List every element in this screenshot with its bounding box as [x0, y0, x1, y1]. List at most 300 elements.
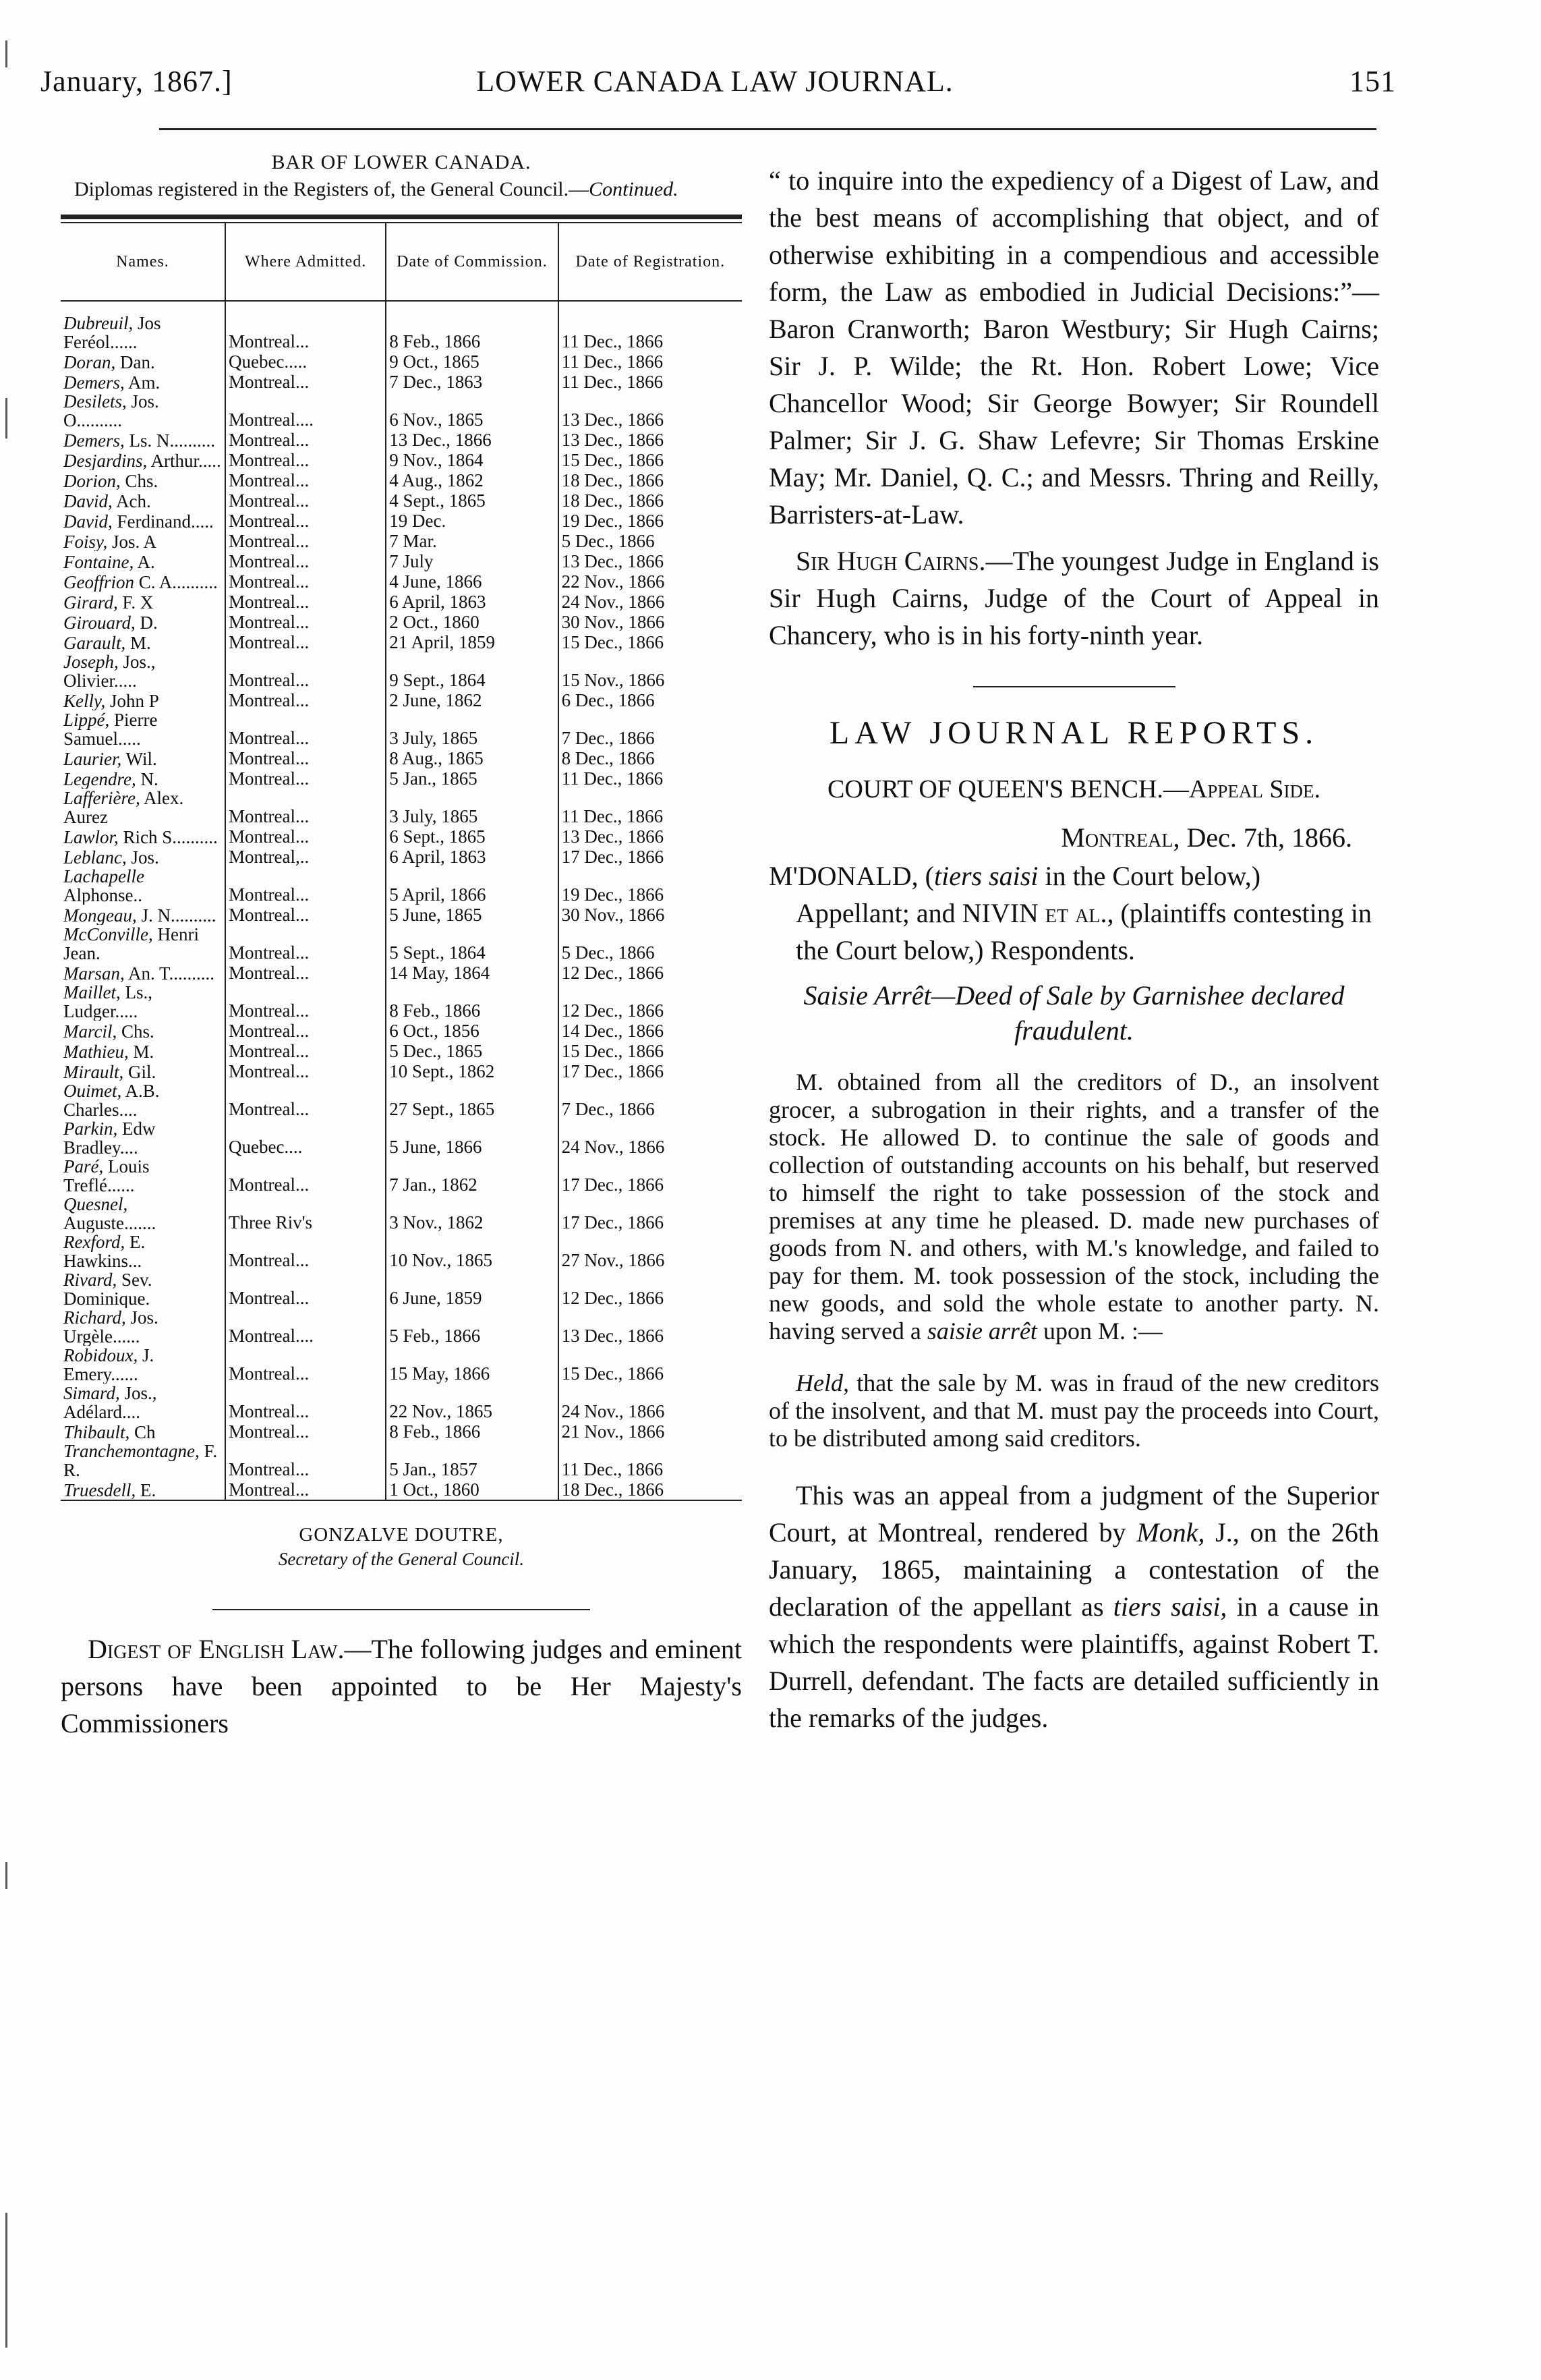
held-paragraph: [769, 1369, 1379, 1452]
surname: Truesdell,: [63, 1480, 136, 1500]
table-row: [61, 490, 742, 511]
surname: Dubreuil,: [63, 313, 134, 333]
respondent-description: , (plaintiffs contesting in the Court below,) Respondents.: [796, 898, 1372, 965]
surname: Foisy,: [63, 532, 108, 551]
cell-registration: 15 Dec., 1866: [561, 1041, 664, 1061]
given-name: Am.: [128, 372, 161, 392]
cell-registration: 17 Dec., 1866: [561, 1212, 664, 1232]
cell-name: [61, 690, 225, 710]
cell-name: [61, 301, 225, 351]
cell-registration: 11 Dec., 1866: [561, 1459, 664, 1479]
surname: Mathieu,: [63, 1042, 129, 1061]
cell-where: Montreal...: [225, 1157, 386, 1195]
given-name: M.: [133, 1042, 154, 1061]
cell-registration: 5 Dec., 1866: [561, 531, 655, 551]
court-name: COURT OF QUEEN'S BENCH.—: [827, 775, 1189, 803]
cell-name: [61, 905, 225, 925]
given-name: Jos. A: [112, 532, 157, 551]
cell-where: Montreal....: [225, 392, 386, 430]
cell-commission: 5 June, 1866: [386, 1119, 558, 1157]
given-name: Arthur.....: [150, 451, 221, 470]
cell-registration: 13 Dec., 1866: [561, 826, 664, 847]
given-name: Jos., Olivier.....: [63, 652, 156, 690]
surname: Girard,: [63, 592, 118, 612]
cell-where: Montreal...: [225, 1021, 386, 1041]
cell-commission: 5 Jan., 1857: [386, 1442, 558, 1479]
table-row: [61, 632, 742, 652]
cell-registration: 11 Dec., 1866: [561, 351, 664, 372]
table-row: [61, 1081, 742, 1119]
cairns-heading: Sir Hugh Cairns.: [796, 546, 986, 576]
cell-where: Montreal...: [225, 789, 386, 826]
cell-where: Montreal...: [225, 571, 386, 592]
surname: Desjardins,: [63, 451, 148, 470]
table-row: [61, 983, 742, 1021]
given-name: Auguste.......: [63, 1213, 156, 1232]
margin-mark: [5, 2213, 7, 2348]
cell-commission: 6 Sept., 1865: [386, 826, 558, 847]
table-row: [61, 612, 742, 632]
cell-registration: 13 Dec., 1866: [561, 430, 664, 450]
cell-where: Montreal...: [225, 592, 386, 612]
cell-where: Montreal...: [225, 612, 386, 632]
cell-registration: 18 Dec., 1866: [561, 470, 664, 490]
given-name: Rich S..........: [123, 827, 218, 847]
register-header-row: [61, 223, 742, 301]
cell-commission: 1 Oct., 1860: [386, 1479, 558, 1500]
table-row: [61, 826, 742, 847]
given-name: Henri Jean.: [63, 925, 199, 963]
cell-name: [61, 1346, 225, 1384]
given-name: Wil.: [125, 749, 157, 768]
given-name: An. T..........: [128, 963, 215, 983]
case-place: Montreal,: [1061, 822, 1180, 853]
table-row: [61, 571, 742, 592]
signature-title: Secretary of the General Council.: [278, 1549, 525, 1569]
table-row: [61, 1308, 742, 1346]
cell-commission: 7 July: [386, 551, 558, 571]
cell-name: [61, 1232, 225, 1270]
cell-name: [61, 372, 225, 392]
cell-commission: 19 Dec.: [386, 511, 558, 531]
cell-commission: 3 July, 1865: [386, 789, 558, 826]
table-row: [61, 710, 742, 748]
cell-where: Montreal...: [225, 301, 386, 351]
cell-name: [61, 1041, 225, 1061]
headnote-text: M. obtained from all the creditors of D., an insolvent grocer, a subrogation in their rights, and a transfer of the stock. He allowed D. to continue the sale of goods and collection of outstanding accounts on his behalf, but reserved to himself the right to take possession of the stock and premises at any time he pleased. D. made new purchases of goods from N. and others, with M.'s knowledge, and failed to pay for them. M. took possession of the stock, including the new goods, and sold the whole estate to another party. N. having served a saisie arrêt upon M. :—: [769, 1069, 1379, 1344]
surname: Lawlor,: [63, 827, 119, 847]
table-row: [61, 847, 742, 867]
table-row: [61, 768, 742, 789]
table-row: [61, 1157, 742, 1195]
given-name: Chs.: [125, 471, 158, 490]
register-body: [61, 301, 742, 1500]
surname: Rexford,: [63, 1232, 125, 1252]
cell-registration: 5 Dec., 1866: [561, 942, 655, 963]
cell-commission: 15 May, 1866: [386, 1346, 558, 1384]
cell-where: Montreal....: [225, 1308, 386, 1346]
surname: Lafferière,: [63, 789, 140, 808]
column-header-commission: Date of Commission.: [386, 223, 558, 301]
cell-registration: 12 Dec., 1866: [561, 1000, 664, 1021]
given-name: Alex. Aurez: [63, 789, 184, 826]
surname: Girouard,: [63, 613, 136, 632]
cell-where: Quebec.....: [225, 351, 386, 372]
surname: Thibault,: [63, 1422, 130, 1442]
cell-commission: 2 June, 1862: [386, 690, 558, 710]
cell-registration: 19 Dec., 1866: [561, 511, 664, 531]
table-row: [61, 450, 742, 470]
given-name: Chs.: [121, 1021, 154, 1041]
header-rule: [159, 128, 1376, 130]
given-name: F. R.: [63, 1442, 218, 1479]
given-name: Sev. Dominique.: [63, 1270, 152, 1308]
cell-name: [61, 1061, 225, 1081]
given-name: J. N..........: [141, 905, 216, 925]
cell-commission: 8 Feb., 1866: [386, 983, 558, 1021]
table-row: [61, 1119, 742, 1157]
given-name: A.: [137, 552, 155, 571]
cell-name: [61, 1021, 225, 1041]
given-name: Jos. Urgèle......: [63, 1308, 158, 1346]
given-name: M.: [130, 633, 151, 652]
cell-registration: 30 Nov., 1866: [561, 905, 665, 925]
cell-commission: 4 Sept., 1865: [386, 490, 558, 511]
surname: Parkin,: [63, 1119, 118, 1139]
case-date: Dec. 7th, 1866.: [1186, 822, 1352, 853]
cell-commission: 8 Aug., 1865: [386, 748, 558, 768]
surname: Robidoux,: [63, 1346, 138, 1365]
surname: Paré,: [63, 1157, 104, 1177]
cell-registration: 17 Dec., 1866: [561, 1174, 664, 1195]
cell-name: [61, 1308, 225, 1346]
cell-where: Montreal...: [225, 983, 386, 1021]
digest-heading: Digest of English Law.: [88, 1634, 345, 1664]
cell-name: [61, 450, 225, 470]
cell-where: Montreal...: [225, 826, 386, 847]
cell-where: Montreal...: [225, 963, 386, 983]
given-name: C. A..........: [138, 572, 218, 592]
cell-name: [61, 592, 225, 612]
cell-registration: 15 Dec., 1866: [561, 1363, 664, 1384]
bar-subtitle: [74, 178, 742, 201]
cell-commission: 7 Mar.: [386, 531, 558, 551]
cell-commission: 6 April, 1863: [386, 592, 558, 612]
given-name: Gil.: [128, 1062, 156, 1081]
surname: Laurier,: [63, 749, 122, 768]
given-name: N.: [140, 769, 158, 789]
cell-commission: 7 Dec., 1863: [386, 372, 558, 392]
surname: Kelly,: [63, 691, 106, 710]
given-name: Pierre Samuel.....: [63, 710, 158, 748]
cell-registration: 19 Dec., 1866: [561, 884, 664, 905]
bar-title: BAR OF LOWER CANADA.: [271, 151, 531, 173]
cell-registration: 6 Dec., 1866: [561, 690, 655, 710]
cell-where: Montreal...: [225, 690, 386, 710]
cell-commission: 9 Oct., 1865: [386, 351, 558, 372]
cell-commission: 4 Aug., 1862: [386, 470, 558, 490]
table-row: [61, 1384, 742, 1421]
cell-registration: 22 Nov., 1866: [561, 571, 665, 592]
cell-commission: 10 Sept., 1862: [386, 1061, 558, 1081]
cell-where: Montreal...: [225, 1041, 386, 1061]
given-name: Ch: [134, 1422, 156, 1442]
body-judge: Monk,: [1136, 1517, 1205, 1548]
cell-commission: 14 May, 1864: [386, 963, 558, 983]
case-date-line: [769, 822, 1379, 853]
cell-where: Montreal...: [225, 531, 386, 551]
table-row: [61, 1346, 742, 1384]
table-row: [61, 592, 742, 612]
column-header-names: Names.: [61, 223, 225, 301]
given-name: Dan.: [120, 352, 155, 372]
table-row: [61, 1421, 742, 1442]
cell-where: Montreal...: [225, 1081, 386, 1119]
cell-where: Montreal...: [225, 430, 386, 450]
cell-registration: 11 Dec., 1866: [561, 372, 664, 392]
cell-commission: 27 Sept., 1865: [386, 1081, 558, 1119]
et-al: et al.: [1045, 898, 1107, 928]
given-name: Louis Treflé......: [63, 1157, 150, 1195]
cell-commission: 8 Feb., 1866: [386, 1421, 558, 1442]
cell-registration: 13 Dec., 1866: [561, 1326, 664, 1346]
cell-commission: 7 Jan., 1862: [386, 1157, 558, 1195]
cell-where: Three Riv's: [225, 1195, 386, 1232]
cell-name: [61, 847, 225, 867]
given-name: Jos Feréol......: [63, 313, 161, 351]
cell-commission: 6 Nov., 1865: [386, 392, 558, 430]
cell-name: [61, 710, 225, 748]
cell-commission: 5 Sept., 1864: [386, 925, 558, 963]
given-name: E.: [140, 1480, 156, 1500]
cell-where: Montreal...: [225, 748, 386, 768]
cell-name: [61, 351, 225, 372]
cell-name: [61, 430, 225, 450]
cell-registration: 8 Dec., 1866: [561, 748, 655, 768]
cell-name: [61, 392, 225, 430]
cell-name: [61, 789, 225, 826]
surname: Doran,: [63, 352, 116, 372]
section-rule: [973, 686, 1175, 687]
cell-where: Montreal...: [225, 1232, 386, 1270]
table-row: [61, 867, 742, 905]
surname: Mongeau,: [63, 905, 137, 925]
surname: Quesnel,: [63, 1195, 128, 1214]
surname: David,: [63, 491, 113, 511]
cell-where: Montreal,..: [225, 847, 386, 867]
cell-name: [61, 551, 225, 571]
appellant-description: (tiers saisi in the Court below,) Appellant; and: [796, 861, 1261, 928]
body-text-a: This was an appeal from a judgment of the Superior Court, at Montreal, rendered by: [769, 1480, 1379, 1548]
cell-where: Montreal...: [225, 632, 386, 652]
cell-commission: 10 Nov., 1865: [386, 1232, 558, 1270]
cell-registration: 18 Dec., 1866: [561, 490, 664, 511]
cell-name: [61, 983, 225, 1021]
cell-name: [61, 925, 225, 963]
given-name: Ls. N..........: [129, 430, 215, 450]
surname: Lachapelle: [63, 867, 144, 886]
surname: Mirault,: [63, 1062, 124, 1081]
given-name: D.: [140, 613, 158, 632]
surname: McConville,: [63, 925, 153, 944]
table-row: [61, 1479, 742, 1500]
surname: Demers,: [63, 430, 125, 450]
cell-where: Montreal...: [225, 372, 386, 392]
cell-where: Montreal...: [225, 1384, 386, 1421]
cell-name: [61, 612, 225, 632]
given-name: Jos. O..........: [63, 392, 159, 430]
cell-where: Montreal...: [225, 490, 386, 511]
cell-name: [61, 571, 225, 592]
cell-registration: 18 Dec., 1866: [561, 1479, 664, 1500]
case-parties: [769, 857, 1379, 969]
surname: Demers,: [63, 372, 125, 392]
surname: Dorion,: [63, 471, 121, 490]
table-row: [61, 1041, 742, 1061]
digest-paragraph: [61, 1631, 742, 1742]
cell-registration: 24 Nov., 1866: [561, 1137, 665, 1157]
cell-commission: 5 June, 1865: [386, 905, 558, 925]
section-rule: [212, 1609, 590, 1610]
cell-commission: 22 Nov., 1865: [386, 1384, 558, 1421]
given-name: Edw Bradley....: [63, 1119, 156, 1157]
table-row: [61, 430, 742, 450]
body-term: tiers saisi,: [1113, 1591, 1227, 1622]
cell-registration: 7 Dec., 1866: [561, 1099, 655, 1119]
surname: Geoffrion: [63, 572, 134, 592]
digest-text: —The following judges and eminent persons have been appointed to be Her Majesty's Commissioners: [61, 1634, 742, 1738]
cell-registration: 30 Nov., 1866: [561, 612, 665, 632]
surname: Legendre,: [63, 769, 136, 789]
register-table: [61, 223, 742, 1500]
cell-name: [61, 531, 225, 551]
cell-name: [61, 867, 225, 905]
table-row: [61, 690, 742, 710]
given-name: Ach.: [116, 491, 151, 511]
cell-registration: 11 Dec., 1866: [561, 768, 664, 789]
digest-continued: “ to inquire into the expediency of a Digest of Law, and the best means of accomplishing that object, and of otherwise exhibiting in a compendious and accessible form, the Law as embodied in Judicial Decisions:”—Baron Cranworth; Baron Westbury; Sir Hugh Cairns; Sir J. P. Wilde; the Rt. Hon. Robert Lowe; Vice Chancellor Wood; Sir George Bowyer; Sir Roundell Palmer; Sir J. G. Shaw Lefevre; Sir Thomas Erskine May; Mr. Daniel, Q. C.; and Messrs. Thring and Reilly, Barristers-at-Law.: [769, 165, 1379, 530]
cell-registration: 7 Dec., 1866: [561, 728, 655, 748]
cell-commission: 2 Oct., 1860: [386, 612, 558, 632]
cell-registration: 15 Dec., 1866: [561, 632, 664, 652]
given-name: Alphonse..: [63, 885, 142, 905]
cell-registration: 24 Nov., 1866: [561, 1401, 665, 1421]
given-name: A.B. Charles....: [63, 1081, 160, 1119]
table-row: [61, 652, 742, 690]
cell-commission: 3 Nov., 1862: [386, 1195, 558, 1232]
cell-commission: 9 Nov., 1864: [386, 450, 558, 470]
cell-name: [61, 1195, 225, 1232]
cell-where: Montreal...: [225, 1421, 386, 1442]
cell-registration: 13 Dec., 1866: [561, 409, 664, 430]
cell-registration: 15 Nov., 1866: [561, 670, 665, 690]
cell-where: Montreal...: [225, 1479, 386, 1500]
table-row: [61, 551, 742, 571]
cell-where: Montreal...: [225, 867, 386, 905]
cell-name: [61, 768, 225, 789]
cell-commission: 5 Jan., 1865: [386, 768, 558, 789]
cell-name: [61, 1157, 225, 1195]
right-column: [769, 162, 1379, 1763]
appellant-name: M'DONALD,: [769, 861, 919, 891]
bar-subtitle-main: Diplomas registered in the Registers of, the General Council.—: [74, 178, 589, 200]
court-heading: [769, 772, 1379, 807]
case-subject: Saisie Arrêt—Deed of Sale by Garnishee declared fraudulent.: [803, 980, 1345, 1046]
given-name: F. X: [122, 592, 154, 612]
cell-registration: 17 Dec., 1866: [561, 1061, 664, 1081]
surname: Rivard,: [63, 1270, 117, 1290]
surname: Maillet,: [63, 983, 121, 1002]
surname: Marsan,: [63, 963, 125, 983]
surname: Leblanc,: [63, 847, 127, 867]
cell-name: [61, 1421, 225, 1442]
cell-where: Montreal...: [225, 470, 386, 490]
given-name: Ls., Ludger.....: [63, 983, 152, 1021]
cell-name: [61, 1442, 225, 1479]
cell-name: [61, 826, 225, 847]
cell-where: Montreal...: [225, 511, 386, 531]
table-row: [61, 1195, 742, 1232]
table-row: [61, 372, 742, 392]
cell-where: Montreal...: [225, 652, 386, 690]
cell-registration: 21 Nov., 1866: [561, 1421, 665, 1442]
table-row: [61, 1021, 742, 1041]
cell-where: Montreal...: [225, 768, 386, 789]
body-text-c: in a cause in which the respondents were plaintiffs, against Robert T. Durrell, defendant. The facts are detailed sufficiently in the remarks of the judges.: [769, 1591, 1380, 1733]
surname: Garault,: [63, 633, 126, 652]
surname: Joseph,: [63, 652, 119, 672]
cell-registration: 12 Dec., 1866: [561, 963, 664, 983]
headnote-paragraph: [769, 1069, 1379, 1345]
surname: Tranchemontagne,: [63, 1442, 200, 1461]
surname: Desilets,: [63, 392, 127, 412]
cell-commission: 13 Dec., 1866: [386, 430, 558, 450]
table-row: [61, 351, 742, 372]
cell-name: [61, 1270, 225, 1308]
header-journal-title: LOWER CANADA LAW JOURNAL.: [476, 65, 954, 98]
cell-where: Montreal...: [225, 551, 386, 571]
table-row: [61, 925, 742, 963]
margin-mark: [5, 40, 7, 67]
held-word: Held,: [796, 1369, 849, 1396]
cell-commission: 8 Feb., 1866: [386, 301, 558, 351]
cell-name: [61, 748, 225, 768]
cell-commission: 5 April, 1866: [386, 867, 558, 905]
cairns-text: —The youngest Judge in England is Sir Hugh Cairns, Judge of the Court of Appeal in Chancery, who is in his forty-ninth year.: [769, 546, 1379, 650]
table-row: [61, 905, 742, 925]
table-row: [61, 963, 742, 983]
margin-mark: [5, 398, 7, 438]
cell-commission: 5 Feb., 1866: [386, 1308, 558, 1346]
margin-mark: [5, 1862, 7, 1889]
cell-commission: 9 Sept., 1864: [386, 652, 558, 690]
cell-where: Montreal...: [225, 1346, 386, 1384]
table-row: [61, 1442, 742, 1479]
table-row: [61, 511, 742, 531]
cell-where: Montreal...: [225, 905, 386, 925]
cell-registration: 11 Dec., 1866: [561, 806, 664, 826]
given-name: Jos., Adélard....: [63, 1384, 157, 1421]
cell-registration: 14 Dec., 1866: [561, 1021, 664, 1041]
cell-name: [61, 511, 225, 531]
surname: Ouimet,: [63, 1081, 122, 1101]
surname: Marcil,: [63, 1021, 117, 1041]
cell-commission: 6 June, 1859: [386, 1270, 558, 1308]
cell-registration: 17 Dec., 1866: [561, 847, 664, 867]
cell-name: [61, 1479, 225, 1500]
table-row: [61, 789, 742, 826]
cell-commission: 6 Oct., 1856: [386, 1021, 558, 1041]
